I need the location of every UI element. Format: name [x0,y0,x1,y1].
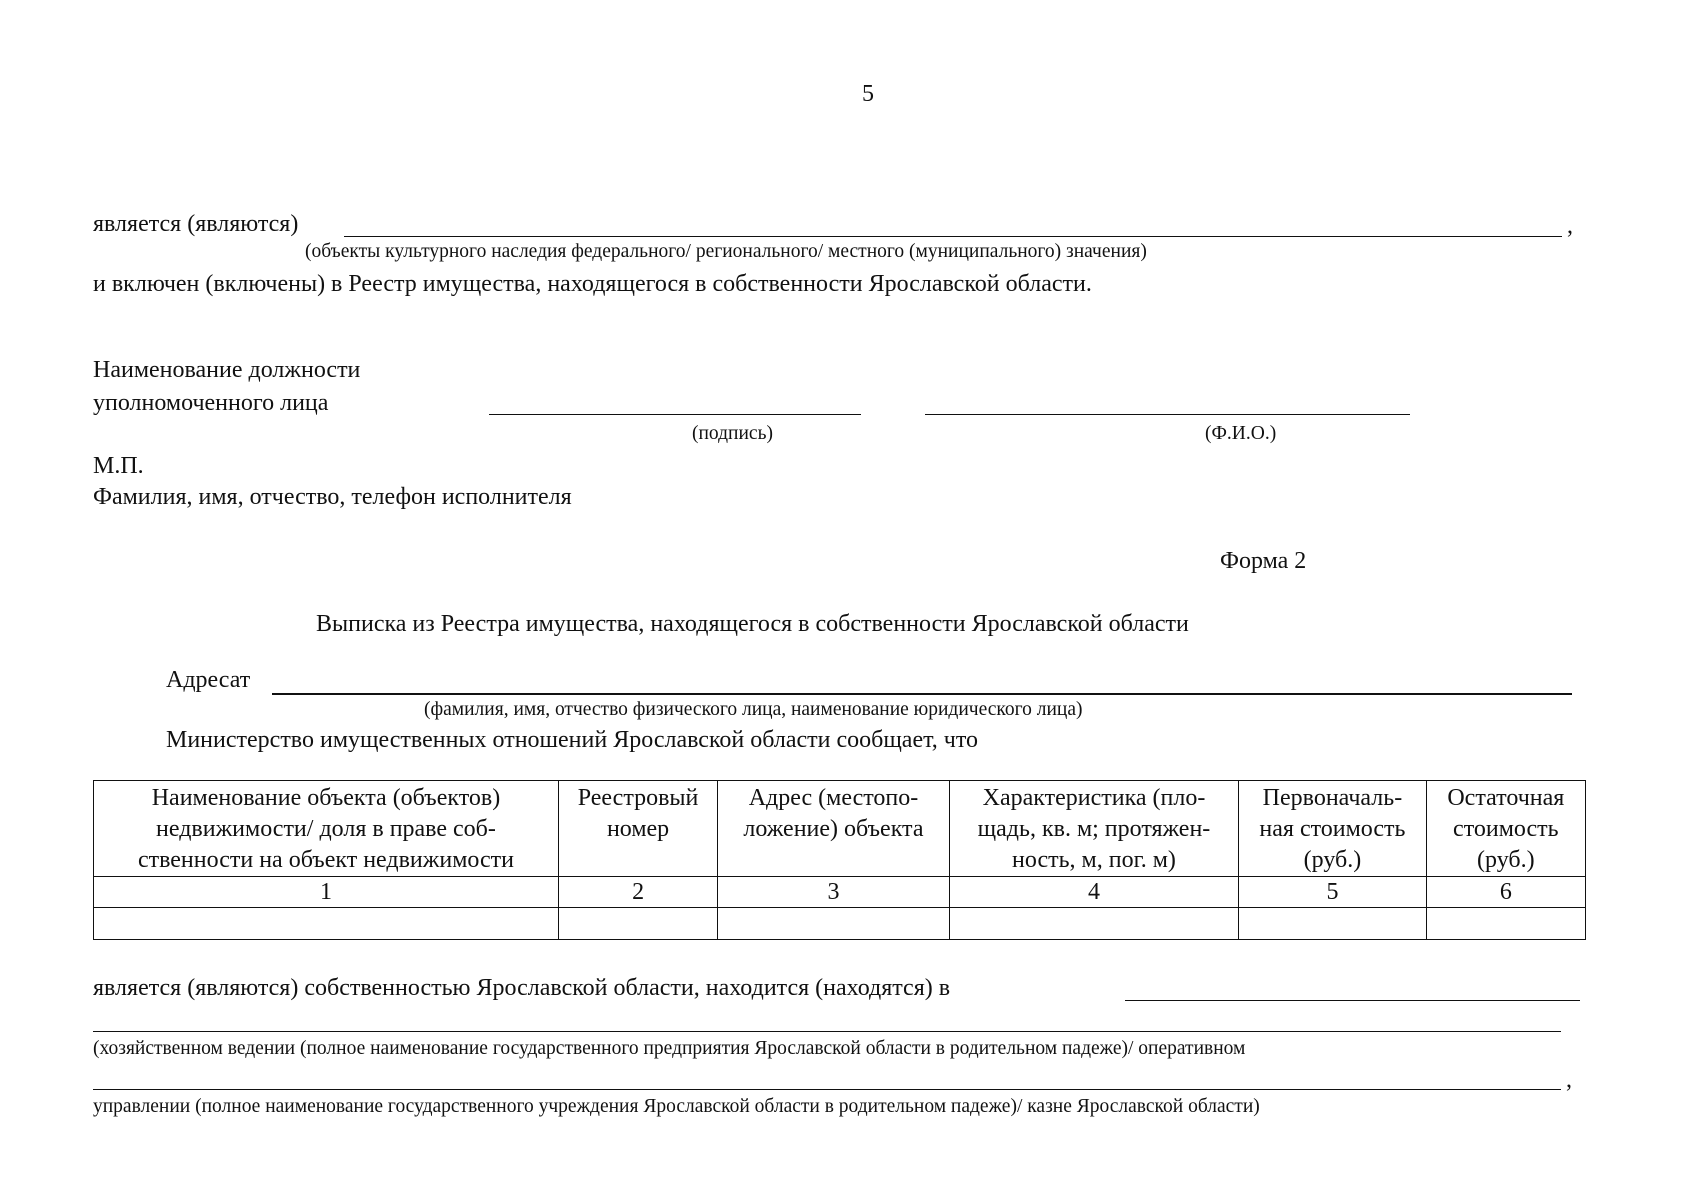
position-title-line1: Наименование должности [93,357,361,383]
table-cell [94,908,559,940]
column-number-2: 2 [558,877,717,908]
column-number-3: 3 [718,877,949,908]
cultural-heritage-blank-line [344,236,1562,237]
registry-table [93,780,1586,940]
table-cell [949,908,1239,940]
ownership-statement: является (являются) собственностью Ярославской области, находится (находятся) в [93,975,951,1001]
table-cell [558,908,717,940]
ministry-statement: Министерство имущественных отношений Ярославской области сообщает, что [166,727,979,753]
stamp-label: М.П. [93,453,144,479]
table-cell [1426,908,1585,940]
table-cell [718,908,949,940]
management-caption-1: (хозяйственном ведении (полное наименование государственного предприятия Ярославской области в родительном падеже)/ оперативном [93,1038,1246,1059]
header-address: Адрес (местопо- ложение) объекта [718,781,949,877]
management-blank-line-1 [93,1031,1561,1032]
management-blank-line-2 [93,1089,1561,1090]
ownership-blank-line [1125,1000,1580,1001]
position-title-line2: уполномоченного лица [93,390,329,416]
cultural-heritage-prefix: является (являются) [93,211,299,237]
executor-label: Фамилия, имя, отчество, телефон исполнителя [93,484,572,510]
column-number-4: 4 [949,877,1239,908]
header-initial-cost: Первоначаль- ная стоимость (руб.) [1239,781,1426,877]
header-registry-number: Реестровый номер [558,781,717,877]
full-name-caption: (Ф.И.О.) [1205,423,1277,444]
page-number: 5 [862,81,874,107]
addressee-label: Адресат [166,667,251,693]
column-number-1: 1 [94,877,559,908]
management-comma: , [1566,1067,1572,1093]
table-cell [1239,908,1426,940]
cultural-heritage-comma: , [1567,213,1573,239]
column-number-6: 6 [1426,877,1585,908]
addressee-blank-line [272,693,1572,695]
column-number-5: 5 [1239,877,1426,908]
table-header-row [94,781,1586,877]
management-caption-2: управлении (полное наименование государственного учреждения Ярославской области в родительном падеже)/ казне Ярославской области) [93,1096,1260,1117]
cultural-heritage-caption: (объекты культурного наследия федерального/ регионального/ местного (муниципального) значения) [305,241,1147,262]
table-row [94,908,1586,940]
full-name-blank-line [925,414,1410,415]
registry-inclusion-text: и включен (включены) в Реестр имущества, находящегося в собственности Ярославской области. [93,271,1092,297]
header-characteristics: Характеристика (пло- щадь, кв. м; протяжен- ность, м, пог. м) [949,781,1239,877]
form-label: Форма 2 [1220,548,1307,574]
header-object-name: Наименование объекта (объектов) недвижимости/ доля в праве соб- ственности на объект недвижимости [94,781,559,877]
signature-caption: (подпись) [692,423,773,444]
signature-blank-line [489,414,861,415]
header-residual-cost: Остаточная стоимость (руб.) [1426,781,1585,877]
table-number-row [94,877,1586,908]
extract-title: Выписка из Реестра имущества, находящегося в собственности Ярославской области [316,611,1189,637]
addressee-caption: (фамилия, имя, отчество физического лица, наименование юридического лица) [424,699,1083,720]
